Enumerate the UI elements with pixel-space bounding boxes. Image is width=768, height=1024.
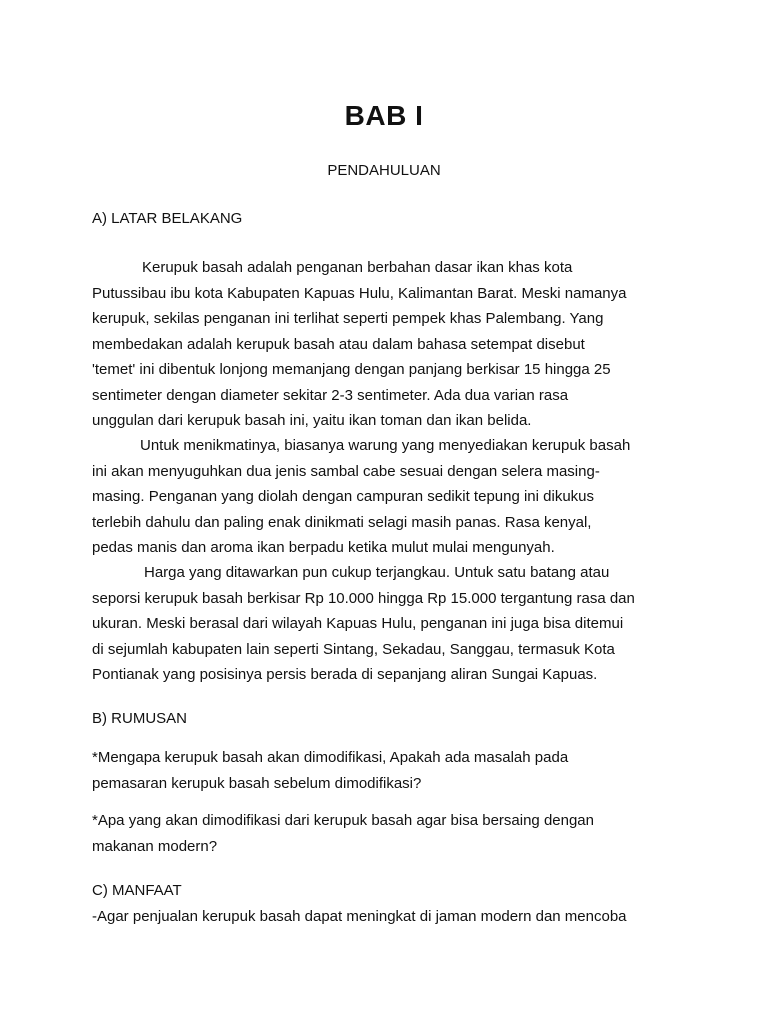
paragraph-line: terlebih dahulu dan paling enak dinikmati selagi masih panas. Rasa kenyal, — [92, 513, 592, 531]
question-line: makanan modern? — [92, 837, 218, 855]
paragraph-line: Putussibau ibu kota Kabupaten Kapuas Hulu, Kalimantan Barat. Meski namanya — [92, 284, 627, 302]
paragraph-line: masing. Penganan yang diolah dengan campuran sedikit tepung ini dikukus — [92, 488, 595, 505]
paragraph-background-1 — [92, 255, 692, 434]
question-line: pemasaran kerupuk basah sebelum dimodifikasi? — [92, 774, 422, 792]
paragraph-line: ini akan menyuguhkan dua jenis sambal cabe sesuai dengan selera masing- — [92, 462, 600, 480]
paragraph-line: Kerupuk basah adalah penganan berbahan dasar ikan khas kota — [142, 259, 573, 276]
paragraph-line: ukuran. Meski berasal dari wilayah Kapuas Hulu, penganan ini juga bisa ditemui — [92, 615, 624, 632]
question-2 — [92, 808, 594, 859]
paragraph-line: sentimeter dengan diameter sekitar 2-3 sentimeter. Ada dua varian rasa — [92, 386, 569, 404]
paragraph-line: Untuk menikmatinya, biasanya warung yang menyediakan kerupuk basah — [140, 437, 631, 454]
question-1 — [92, 745, 568, 796]
question-line: *Apa yang akan dimodifikasi dari kerupuk basah agar bisa bersaing dengan — [92, 812, 594, 829]
paragraph-background-2 — [92, 433, 692, 561]
paragraph-line: Harga yang ditawarkan pun cukup terjangkau. Untuk satu batang atau — [144, 564, 610, 581]
benefit-line: -Agar penjualan kerupuk basah dapat meningkat di jaman modern dan mencoba — [92, 908, 627, 925]
benefit-text — [92, 904, 627, 930]
section-c-heading: C) MANFAAT — [92, 882, 182, 899]
paragraph-line: membedakan adalah kerupuk basah atau dalam bahasa setempat disebut — [92, 335, 585, 353]
paragraph-line: 'temet' ini dibentuk lonjong memanjang dengan panjang berkisar 15 hingga 25 — [92, 361, 611, 378]
question-line: *Mengapa kerupuk basah akan dimodifikasi, Apakah ada masalah pada — [92, 749, 569, 766]
paragraph-line: pedas manis dan aroma ikan berpadu ketika mulut mulai mengunyah. — [92, 539, 555, 556]
paragraph-line: kerupuk, sekilas penganan ini terlihat seperti pempek khas Palembang. Yang — [92, 310, 604, 327]
chapter-subtitle: PENDAHULUAN — [327, 162, 441, 179]
paragraph-line: Pontianak yang posisinya persis berada di sepanjang aliran Sungai Kapuas. — [92, 666, 598, 683]
section-a-heading: A) LATAR BELAKANG — [92, 210, 243, 227]
section-b-heading: B) RUMUSAN — [92, 710, 188, 727]
paragraph-line: di sejumlah kabupaten lain seperti Sintang, Sekadau, Sanggau, termasuk Kota — [92, 640, 615, 658]
paragraph-background-3 — [92, 560, 692, 688]
chapter-title: BAB I — [344, 100, 424, 131]
paragraph-line: seporsi kerupuk basah berkisar Rp 10.000 hingga Rp 15.000 tergantung rasa dan — [92, 589, 635, 607]
paragraph-line: unggulan dari kerupuk basah ini, yaitu ikan toman dan ikan belida. — [92, 412, 532, 429]
